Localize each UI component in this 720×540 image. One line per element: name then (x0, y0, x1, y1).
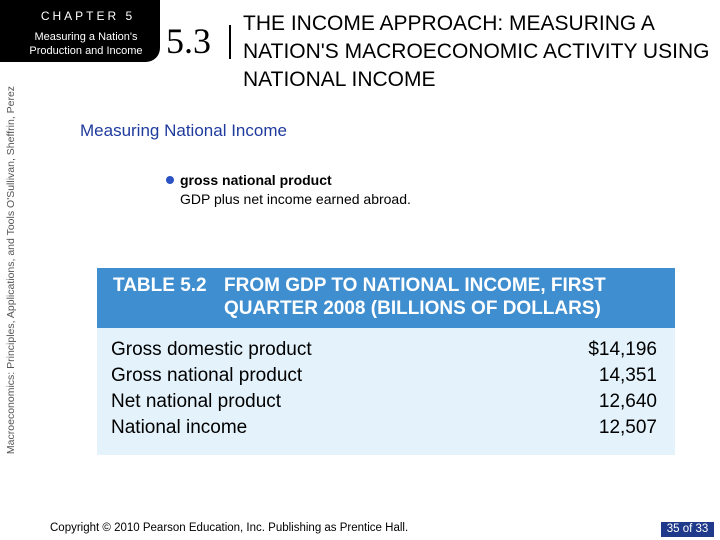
page-number-badge: 35 of 33 (661, 522, 714, 537)
table-rows (111, 339, 671, 443)
copyright-footer: Copyright © 2010 Pearson Education, Inc. Publishing as Prentice Hall. (50, 522, 409, 534)
table-row (111, 339, 671, 365)
bullet-term: gross national product (180, 172, 332, 188)
row-value: 12,507 (598, 417, 657, 438)
row-label: Gross domestic product (111, 339, 312, 360)
chapter-label: CHAPTER 5 (40, 9, 136, 23)
row-label: Net national product (111, 391, 282, 412)
bullet-definition: GDP plus net income earned abroad. (180, 191, 411, 207)
section-number: 5.3 (166, 21, 211, 61)
table-header (97, 268, 675, 328)
slide-subtitle: Measuring National Income (80, 121, 287, 140)
table-number: TABLE 5.2 (113, 275, 207, 296)
definition-bullet (180, 171, 420, 209)
side-book-credit (0, 0, 22, 540)
row-value: 12,640 (598, 391, 657, 412)
table-row (111, 365, 671, 391)
row-label: Gross national product (111, 365, 303, 386)
chapter-subtitle-line2: Production and Income (29, 45, 143, 57)
row-label: National income (111, 417, 248, 438)
table-row (111, 391, 671, 417)
chapter-subtitle-line1: Measuring a Nation's (34, 31, 138, 43)
bullet-dot-icon (166, 176, 174, 184)
slide-title: THE INCOME APPROACH: MEASURING A NATION'S MACROECONOMIC ACTIVITY USING NATIONAL INCOME (243, 12, 710, 91)
row-value: $14,196 (588, 339, 657, 360)
data-table (97, 268, 675, 455)
table-title: FROM GDP TO NATIONAL INCOME, FIRST QUARTER 2008 (BILLIONS OF DOLLARS) (224, 275, 606, 319)
chapter-tab (0, 0, 160, 62)
chapter-subtitle (18, 30, 154, 58)
section-divider (229, 25, 231, 59)
row-value: 14,351 (598, 365, 657, 386)
table-row (111, 417, 671, 443)
book-credit-text: Macroeconomics: Principles, Applications, and Tools O'Sullivan, Sheffrin, Perez (5, 85, 17, 455)
